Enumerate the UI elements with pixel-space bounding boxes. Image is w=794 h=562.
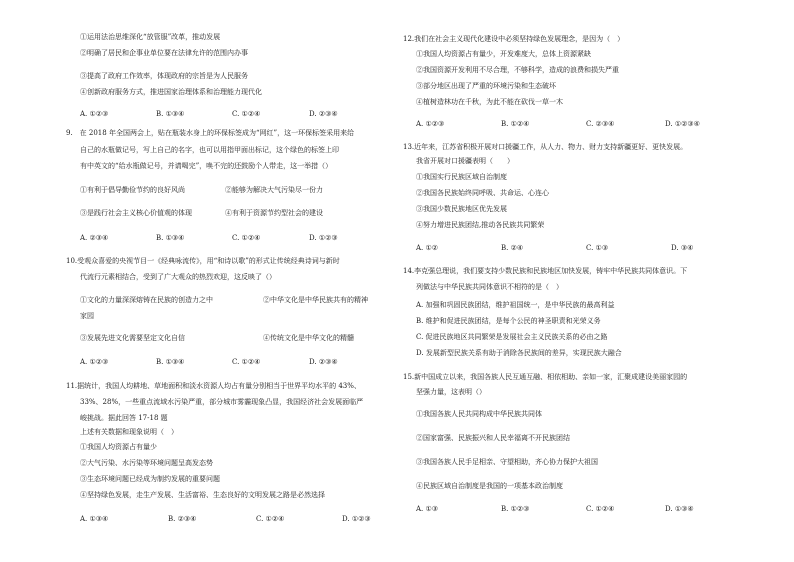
question-12-item: ④植树造林功在千秋，为此不能在砍伐一草一木 xyxy=(416,98,563,106)
question-13-item: ①我国实行民族区域自治制度 xyxy=(416,173,507,181)
answer-choice[interactable]: A. ②③④ xyxy=(80,234,109,242)
answer-choice[interactable]: D. ②③④ xyxy=(309,110,338,118)
top-option-item: ④创新政府服务方式，推进国家治理体系和治理能力现代化 xyxy=(80,88,262,96)
question-11-item: ①我国人均资源占有量少 xyxy=(80,443,157,451)
question-13-item: ②我国各民族始终同呼吸、共命运、心连心 xyxy=(416,189,549,197)
answer-choice[interactable]: C. ①②④ xyxy=(256,515,285,523)
question-9-stem: 有中英文的“给水瓶做记号，并请喝完”，唤不完的还鼓励个人带走，这一举措（） xyxy=(80,162,333,170)
answer-choice[interactable]: C. ①③ xyxy=(586,244,609,252)
answer-choice[interactable]: A. ①②③ xyxy=(416,120,445,128)
question-11-stem: 11.据统计，我国人均耕地、草地面积和淡水资源人均占有量分别相当于世界平均水平的 43%、 xyxy=(66,382,361,390)
question-14-option[interactable]: C. 促进民族地区共同繁荣是发展社会主义民族关系的必由之路 xyxy=(416,333,608,341)
question-10-item: ④传统文化是中华文化的精髓 xyxy=(263,334,354,342)
question-10-item: ③发展先进文化需要坚定文化自信 xyxy=(80,334,185,342)
question-11-stem: 上述有关数据和现象说明（ ） xyxy=(80,428,178,436)
question-15-item: ④民族区域自治制度是我国的一项基本政治制度 xyxy=(416,482,563,490)
answer-choice[interactable]: C. ①②④ xyxy=(232,110,261,118)
question-14-option[interactable]: D. 发展新型民族关系有助于消除各民族间的差异，实现民族大融合 xyxy=(416,349,622,357)
question-9-stem: 自己的水瓶做记号，写上自己的名字，也可以用指甲面出标记，这个绿色的标签上印 xyxy=(80,146,339,154)
top-option-item: ①运用法治思维深化“放管服”改革，推动发展 xyxy=(80,33,221,41)
question-11-item: ④坚持绿色发展，走生产发展、生活富裕、生态良好的文明发展之路是必然选择 xyxy=(80,491,325,499)
question-9-stem: 9. 在 2018 年全国两会上，贴在瓶装水身上的环保标签成为“网红”，这一环保标签采用来给 xyxy=(66,129,355,137)
answer-choice[interactable]: D. ③④ xyxy=(671,244,694,252)
answer-choice[interactable]: C. ①②④ xyxy=(232,358,261,366)
answer-choice[interactable]: D. ①③④ xyxy=(665,505,694,513)
question-14-stem: 列做法与中华民族共同体意识不相符的是（ ） xyxy=(416,283,563,291)
question-13-item: ④努力增进民族团结,推动各民族共同繁荣 xyxy=(416,221,545,229)
question-15-item: ③我国各族人民手足相亲、守望相助，齐心协力保护大祖国 xyxy=(416,458,598,466)
question-10-stem: 代流行元素相结合，受到了广大观众的热烈欢迎，这反映了（） xyxy=(80,273,276,281)
answer-choice[interactable]: B. ①②④ xyxy=(501,120,530,128)
question-11-stem: 33%、28%，一些重点流域水污染严重，部分城市雾霾现象凸显，我国经济社会发展面临严 xyxy=(80,398,364,406)
question-12-stem: 12.我们在社会主义现代化建设中必须坚持绿色发展理念，是因为（ ） xyxy=(403,35,625,43)
question-13-stem: 13.近年来，江苏省积极开展对口援疆工作，从人力、物力、财力支持新疆更好、更快发展。 xyxy=(403,143,688,151)
question-10-stem: 10.受观众喜爱的央视节目一《经典咏流传》，用“和诗以歌”的形式让传统经典诗词与新时 xyxy=(66,257,340,265)
answer-choice[interactable]: A. ①③④ xyxy=(80,515,109,523)
question-12-item: ①我国人均资源占有量少，开发难度大，总体上资源紧缺 xyxy=(416,50,591,58)
question-9-item: ②能够为解决大气污染尽一份力 xyxy=(225,186,323,194)
top-option-item: ③提高了政府工作效率，体现政府的宗旨是为人民服务 xyxy=(80,72,248,80)
answer-choice[interactable]: C. ①②④ xyxy=(586,505,615,513)
answer-choice[interactable]: B. ①②③ xyxy=(501,505,530,513)
question-9-item: ③是践行社会主义核心价值观的体现 xyxy=(80,209,192,217)
question-12-item: ②我国资源开发利用不尽合理，不够科学，造成的浪费和损失严重 xyxy=(416,66,619,74)
answer-choice[interactable]: A. ①② xyxy=(416,244,439,252)
question-10-item: ①文化的力量深深熔铸在民族的创造力之中 xyxy=(80,296,213,304)
question-15-stem: 坚强力量，这表明（） xyxy=(416,388,486,396)
question-10-item: 家园 xyxy=(80,312,94,320)
question-10-item: ②中华文化是中华民族共有的精神 xyxy=(263,296,368,304)
answer-choice[interactable]: C. ②③④ xyxy=(586,120,615,128)
question-14-option[interactable]: B. 维护和促进民族团结，是每个公民的神圣职责和光荣义务 xyxy=(416,317,601,325)
answer-choice[interactable]: A. ①②③ xyxy=(80,110,109,118)
answer-choice[interactable]: D. ②③④ xyxy=(309,358,338,366)
question-14-option[interactable]: A. 加强和巩固民族团结，维护祖国统一，是中华民族的最高利益 xyxy=(416,301,615,309)
top-option-item: ②明确了居民和企事业单位要在法律允许的范围内办事 xyxy=(80,49,248,57)
question-14-stem: 14.李克强总理说，我们要支持少数民族和民族地区加快发展，铸牢中华民族共同体意识。下 xyxy=(403,267,688,275)
answer-choice[interactable]: B. ①③④ xyxy=(156,110,185,118)
answer-choice[interactable]: A. ①③ xyxy=(416,505,439,513)
question-15-item: ①我国各族人民共同构成中华民族共同体 xyxy=(416,410,542,418)
question-13-stem: 我省开展对口援疆表明（ ） xyxy=(416,157,514,165)
answer-choice[interactable]: B. ②③④ xyxy=(168,515,197,523)
question-11-item: ③生态环境问题已经成为制约发展的重要问题 xyxy=(80,475,220,483)
answer-choice[interactable]: B. ②④ xyxy=(501,244,524,252)
question-9-item: ④有利于资源节约型社会的建设 xyxy=(225,209,323,217)
question-15-stem: 15.新中国成立以来，我国各族人民互通互融、相依相助、亲如一家，汇聚成建设美丽家园的 xyxy=(403,373,688,381)
question-11-stem: 峻挑战。据此回答 17-18 题 xyxy=(80,414,168,422)
answer-choice[interactable]: D. ①②③ xyxy=(342,515,371,523)
answer-choice[interactable]: D. ①②③ xyxy=(309,234,338,242)
question-11-item: ②大气污染、水污染等环境问题呈高发态势 xyxy=(80,459,213,467)
answer-choice[interactable]: C. ①②④ xyxy=(232,234,261,242)
question-9-item: ①有利于倡导勤俭节约的良好风尚 xyxy=(80,186,185,194)
answer-choice[interactable]: A. ①②③ xyxy=(80,358,109,366)
answer-choice[interactable]: B. ①③④ xyxy=(156,358,185,366)
question-12-item: ③部分地区出现了严重的环境污染和生态破坏 xyxy=(416,82,556,90)
answer-choice[interactable]: B. ①③④ xyxy=(156,234,185,242)
question-15-item: ②国家富强、民族振兴和人民幸福离不开民族团结 xyxy=(416,434,570,442)
question-13-item: ③我国少数民族地区优先发展 xyxy=(416,205,507,213)
answer-choice[interactable]: D. ①②③④ xyxy=(665,120,700,128)
